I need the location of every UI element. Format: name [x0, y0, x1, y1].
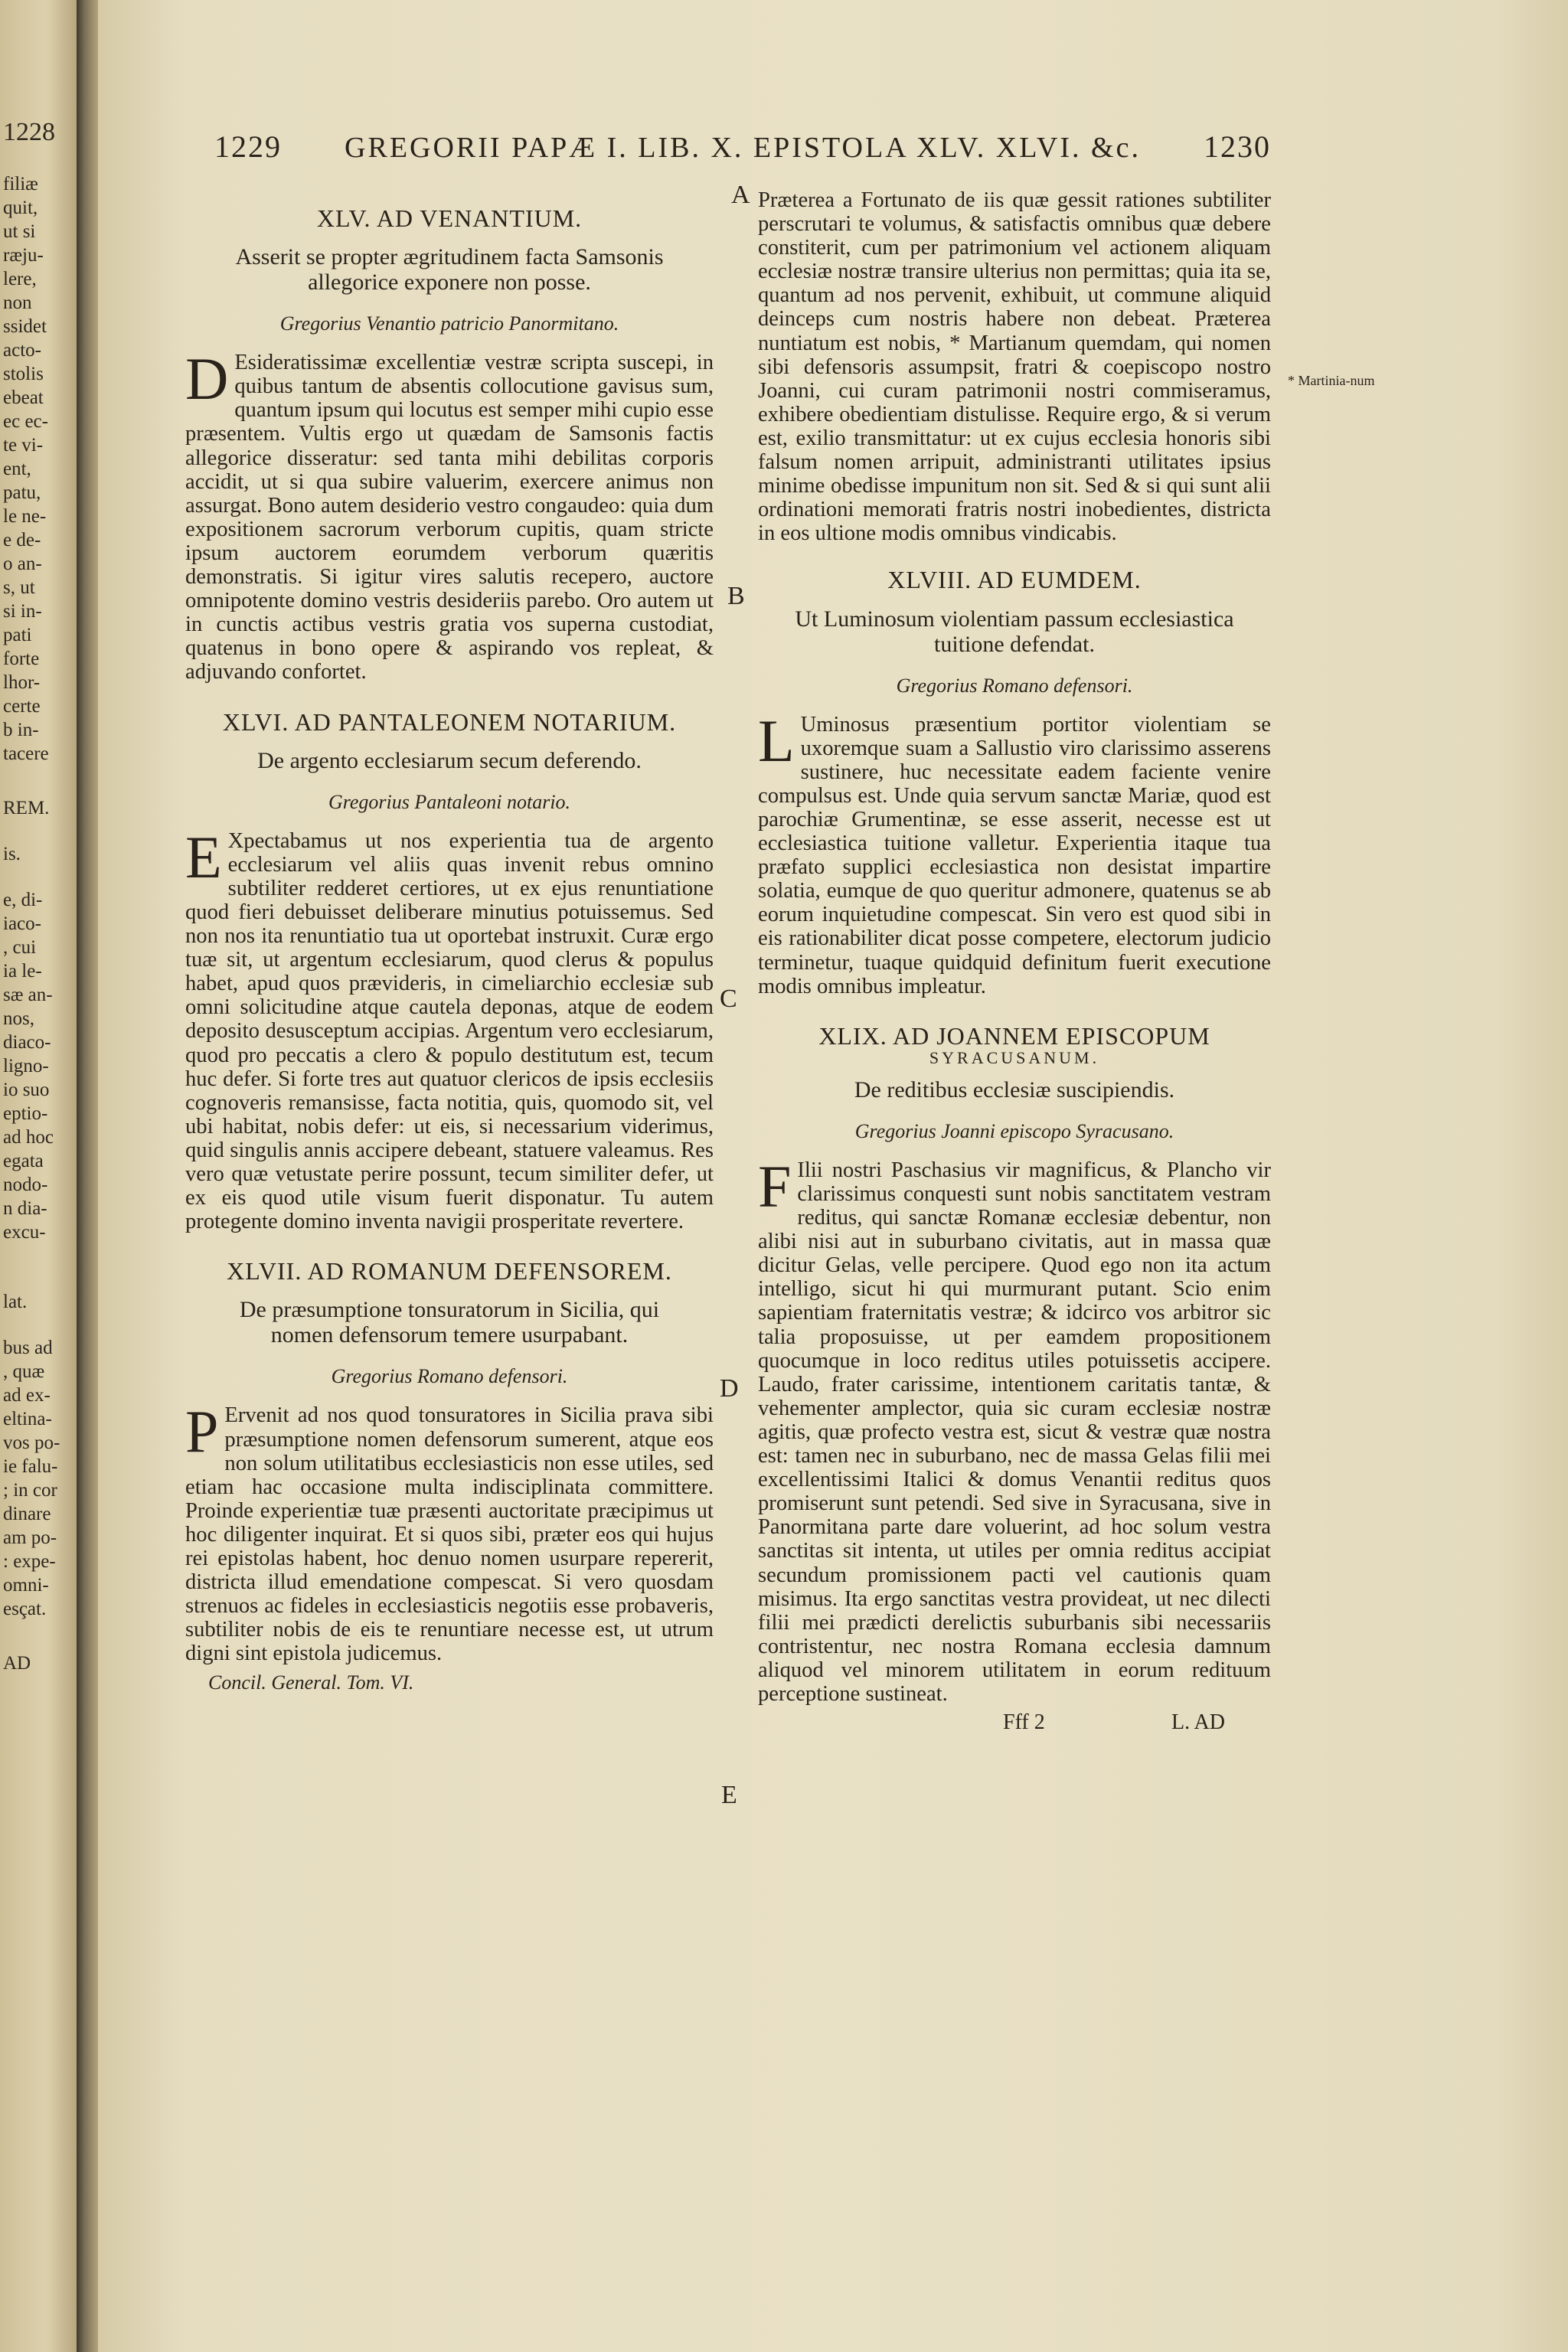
previous-page-fragment: filiæ [3, 174, 38, 194]
previous-page-fragment: vos po- [3, 1432, 60, 1453]
previous-page-fragment: dinare [3, 1504, 51, 1524]
letter-xlvi-address: Gregorius Pantaleoni notario. [328, 790, 571, 813]
letter-xlv-address: Gregorius Venantio patricio Panormitano. [279, 312, 619, 335]
letter-xlv-text: D Esideratissimæ excellentiæ vestræ scripta suscepi, in quibus tantum de absentis collocutione gavisus sum, quantum ipsum qui locutus est semper mihi cupio esse præsentem. Vultis ergo ut quædam de Samsonis factis allegorice disseratur: sed tanta mihi debilitas corporis accidit, ut si qua subire valuerim, exercere animus non assurgat. Bono autem desiderio vestro congaudeo: quia dum expositionem sacrorum verborum cupitis, quam stricte ipsum auctorem eorumdem verborum quæritis demonstratis. Si igitur vires salutis recepero, auctore omnipotente domino vestris desideriis parebo. Oro autem ut in cunctis actibus vestris gratia vos superna custodiat, quatenus in bono opere & aspirando vos repleat, & adjuvando confortet. [185, 345, 714, 684]
letter-xlvii-text: P Ervenit ad nos quod tonsuratores in Sicilia prava sibi præsumptione nomen defensorum sumerent, atque eos non solum utilitatibus ecclesiasticis non esse utiles, sed etiam hac occasione multa indisciplinata committere. Proinde experientiæ tuæ præsenti auctoritate præcipimus ut hoc diligenter inquirat. Et si quos sibi, præter eos qui hujus rei epistolas habent, hoc denuo nomen usurpare repererit, districta illud emendatione compescat. Si vero quosdam strenuos ac fideles in ecclesiasticis negotiis esse probaveris, subtiliter nobis de eis te renuntiare necesse est, ut utrum digni sint epistola judicemus. [185, 1398, 714, 1666]
letter-xlvii-heading: XLVII. AD ROMANUM DEFENSOREM. [227, 1257, 672, 1285]
previous-page-fragment: esçat. [3, 1599, 47, 1619]
previous-page-fragment: lhor- [3, 672, 41, 693]
catchword: L. AD [1171, 1710, 1225, 1735]
letter-xlix-address: Gregorius Joanni episcopo Syracusano. [854, 1119, 1174, 1142]
margin-letter-d: D [720, 1374, 739, 1403]
previous-page-fragment: ut si [3, 221, 36, 242]
letter-xlix-heading: XLIX. AD JOANNEM EPISCOPUM SYRACUSANUM. [758, 1024, 1271, 1068]
previous-page-fragment: REM. [3, 798, 50, 818]
previous-page-fragment: lat. [3, 1292, 28, 1312]
previous-page-fragment: sæ an- [3, 985, 53, 1005]
letter-xlv-heading: XLV. AD VENANTIUM. [316, 204, 583, 232]
right-page-number: 1230 [1203, 129, 1271, 164]
letter-xlix-heading-sub: SYRACUSANUM. [929, 1047, 1100, 1067]
previous-page-fragment: s, ut [3, 577, 35, 598]
right-column [758, 184, 1271, 1734]
running-title: GREGORII PAPÆ I. LIB. X. EPISTOLA XLV. XLVI. &c. [345, 132, 1141, 164]
letter-xlv-summary: Asserit se propter ægritudinem facta Samsonis allegorice exponere non posse. [235, 244, 664, 296]
previous-page-fragment: ræju- [3, 245, 44, 266]
margin-letter-b: B [727, 582, 745, 610]
previous-page-fragment: : expe- [3, 1551, 56, 1572]
previous-page-fragment: bus ad [3, 1338, 53, 1358]
previous-page-fragment: diaco- [3, 1032, 51, 1053]
previous-page-fragment: ad ex- [3, 1385, 51, 1406]
letter-xlix-text: F Ilii nostri Paschasius vir magnificus, & Plancho vir clarissimus conquesti sunt nobis sanctitatem vestram reditus, qui sanctæ Romanæ ecclesiæ debentur, non alibi nisi aut in suburbano civitatis, aut in massa quæ dicitur Gelas, velle percipere. Quod ego non ita actum intelligo, sicut hi qui murmurant putant. Scio enim sapientiam fraternitatis vestræ; & idcirco vos arbitror sic talia proposuisse, ut per eamdem propositionem quocumque in loco reditus utiles potuissetis accipere. Laudo, frater carissime, intentionem caritatis tantæ, & vehementer amplector, quia sic curam ecclesiæ nostræ agitis, quæ profecto vestra est, sicut & vestræ quæ nostra est: tamen nec in suburbano, nec de massa Gelas filii mei excellentissimi Italici & domus Venantii reditus quos promiserunt sunt petendi. Sed sive in Syracusana, sive in Panormitana parte dare voluerint, ad hoc solum vestra sanctitas sit intenta, ut utiles per omnia reditus accipiat secundum promissionem pacti vel cautionis quam misimus. Ita ergo sanctitas vestra provideat, ut nec dilecti filii mei prædicti derelictis suburbanis sibi necessariis contristentur, nec nostra Romana ecclesia damnum aliquod vel minorem utilitatem in eorum redituum perceptione sustineat. [758, 1152, 1271, 1706]
marginal-note: * Martinia-num [1288, 373, 1375, 388]
letter-xlviii-text: L Uminosus præsentium portitor violentiam se uxoremque suam a Sallustio viro clarissimo asserens sustinere, huc necessitate eadem faciente venire compulsus est. Unde quia servum sanctæ Mariæ, quod est parochiæ Grumentinæ, se esse asserit, necesse est ut ecclesiastica tuitione valletur. Experientia itaque tua præfato supplici ecclesiastica non desistat impartire solatia, eumque de quo queritur admonere, quatenus se ab eorum inquietudine compescat. Sin vero est quod sibi in eis rationabiliter dicat posse competere, electorum judicio terminetur, tuaque quidquid definitum fuerit executione modis omnibus impleatur. [758, 707, 1271, 998]
previous-page-fragment: nodo- [3, 1174, 48, 1195]
letter-xlvii-address: Gregorius Romano defensori. [331, 1365, 568, 1388]
previous-page-fragment: ent, [3, 459, 31, 479]
previous-page-fragment: ebeat [3, 387, 44, 408]
margin-letter-c: C [720, 985, 737, 1013]
previous-page-fragment: si in- [3, 601, 42, 622]
previous-page-fragment: ssidet [3, 316, 47, 337]
previous-page-fragment: io suo [3, 1080, 50, 1100]
previous-page-fragment: am po- [3, 1527, 57, 1548]
previous-page-fragment: acto- [3, 340, 41, 361]
previous-page-fragment: n dia- [3, 1198, 47, 1219]
left-page-number: 1229 [214, 129, 282, 164]
previous-page-fragment: , quæ [3, 1361, 45, 1382]
signature-mark: Fff 2 [1003, 1710, 1045, 1735]
letter-xlvi-summary: De argento ecclesiarum secum deferendo. [257, 747, 642, 773]
letter-xlix-summary: De reditibus ecclesiæ suscipiendis. [854, 1076, 1175, 1102]
previous-page-fragment: ia le- [3, 961, 42, 982]
previous-page-fragment: eltina- [3, 1409, 52, 1429]
previous-page-fragment: nos, [3, 1008, 34, 1029]
previous-page-fragment: ie falu- [3, 1456, 58, 1477]
previous-page-fragment: ligno- [3, 1056, 49, 1076]
letter-xlvii-summary: De præsumptione tonsuratorum in Sicilia, qui nomen defensorum temere usurpabant. [239, 1297, 660, 1348]
letter-xlvii-continuation: Præterea a Fortunato de iis quæ gessit rationes subtiliter perscrutari te volumus, & satisfactis omnibus quæ debere constiterit, cum per patrimonium vel actionem aliquam ecclesiæ nostræ transire ulterius non permittas; quia ita se, quantum ad nos pervenit, exhibuit, ut commune aliquid deinceps cum nostris habere non debeat. Præterea nuntiatum est nobis, * Martianum quemdam, qui nomen sibi defensoris assumpsit, fratri & coepiscopo nostro Joanni, cui curam patrimonii nostri commiseramus, exhibere obedientiam distulisse. Require ergo, & si verum est, exilio transmittatur: ut ex cujus ecclesia honoris sibi falsum nomen arripuit, administranti utilitates ipsius minime obedisse impunitum non sit. Sed & si qui sunt alii ordinationi memorati fratris nostri inobedientes, districta in eos ultione modis omnibus vindicabis. [758, 188, 1271, 546]
running-head [214, 129, 1271, 182]
letter-xlvi-heading: XLVI. AD PANTALEONEM NOTARIUM. [222, 707, 677, 736]
previous-page-fragment: excu- [3, 1222, 46, 1243]
previous-page-fragment: ; in cor [3, 1480, 57, 1501]
previous-page-fragment: AD [3, 1653, 31, 1674]
previous-page-fragment: ad hoc [3, 1127, 54, 1148]
left-column [185, 184, 714, 1694]
dropcap: F [758, 1152, 792, 1220]
book-gutter [77, 0, 98, 2352]
dropcap: L [758, 707, 795, 774]
previous-page-fragment: o an- [3, 554, 42, 574]
previous-page-fragment: omni- [3, 1575, 49, 1596]
footer-signature: Concil. General. Tom. VI. [208, 1671, 414, 1694]
letter-xlviii-summary: Ut Luminosum violentiam passum ecclesiastica tuitione defendat. [795, 606, 1234, 657]
dropcap: D [185, 345, 229, 413]
margin-letter-e: E [721, 1781, 737, 1809]
previous-page-fragment: tacere [3, 743, 49, 764]
dropcap: P [185, 1398, 219, 1465]
previous-page-fragment: eptio- [3, 1103, 48, 1124]
previous-page-fragment: stolis [3, 364, 44, 384]
previous-page-fragment: quit, [3, 198, 38, 218]
previous-page-fragment: b in- [3, 720, 39, 740]
letter-xlviii-heading: XLVIII. AD EUMDEM. [887, 566, 1142, 594]
previous-page-fragment: pati [3, 625, 32, 645]
previous-page-fragment: patu, [3, 482, 41, 503]
previous-page-fragment: te vi- [3, 435, 44, 456]
letter-xlvi-text: E Xpectabamus ut nos experientia tua de argento ecclesiarum vel aliis quas invenit rebus omnino subtiliter redderet certiores, ut ex ejus renuntiatione quod fieri debuisset deliberare minutius potuissemus. Sed non nos ita renuntiatio tua ut oportebat instruxit. Curæ ergo tuæ sit, ut argentum ecclesiarum, quod clerus & populus habet, apud quos prævideris, in cimeliarchio ecclesiæ sub omni solicitudine atque cautela deponas, atque de eodem deposito desusceptum accipias. Argentum vero ecclesiarum, quod pro peccatis a clero & populo destitutum est, tecum huc defer. Si forte tres aut quatuor clericos de ipsis ecclesiis cognoveris remansisse, facta notitia, quis, quomodo sit, vel ubi habitat, nobis defer: ut eis, si necessarium viderimus, quid singulis annis accipere debeant, statuere valeamus. Res vero quæ vetustate perire possunt, tecum similiter defer, ut ex eis quod utile visum fuerit disponatur. Tu autem protegente domino inventa navigii prosperitate revertere. [185, 823, 714, 1234]
margin-letter-a: A [731, 181, 750, 209]
previous-page-fragment: is. [3, 844, 21, 864]
previous-page-fragment: iaco- [3, 913, 41, 934]
previous-page-fragment: , cui [3, 937, 37, 958]
page-footer [758, 1706, 1271, 1734]
previous-page-edge [0, 0, 77, 2352]
previous-page-fragment: certe [3, 696, 41, 717]
previous-page-fragment: forte [3, 648, 40, 669]
dropcap: E [185, 823, 222, 890]
previous-page-number: 1228 [3, 118, 55, 146]
letter-xlviii-address: Gregorius Romano defensori. [896, 674, 1133, 697]
previous-page-fragment: non [3, 292, 32, 313]
previous-page-fragment: egata [3, 1151, 44, 1171]
previous-page-fragment: e, di- [3, 890, 43, 910]
previous-page-fragment: ec ec- [3, 411, 48, 432]
previous-page-fragment: le ne- [3, 506, 47, 527]
previous-page-fragment: e de- [3, 530, 41, 550]
previous-page-fragment: lere, [3, 269, 37, 289]
